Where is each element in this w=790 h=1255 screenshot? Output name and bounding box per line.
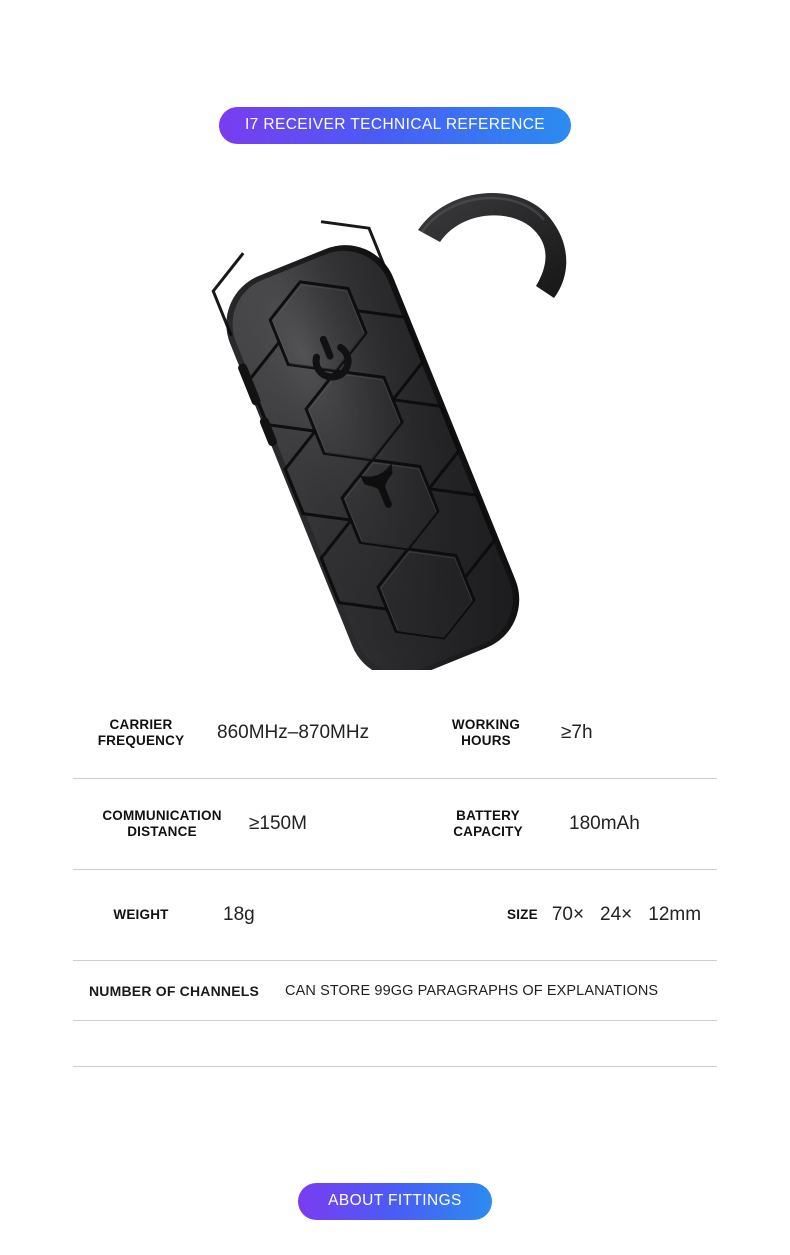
spec-label: WEIGHT bbox=[113, 907, 169, 923]
spec-cell-carrier-frequency bbox=[73, 717, 395, 748]
i7-receiver-device-photo bbox=[150, 170, 620, 670]
spec-label: COMMUNICATION DISTANCE bbox=[102, 808, 222, 839]
spec-cell-size bbox=[395, 904, 717, 926]
spec-cell-communication-distance bbox=[73, 808, 395, 839]
spec-value-number-of-channels: CAN STORE 99GG PARAGRAPHS OF EXPLANATIONS bbox=[285, 982, 659, 999]
table-row bbox=[73, 870, 717, 961]
lanyard-loop-icon bbox=[418, 193, 566, 298]
table-row bbox=[73, 688, 717, 779]
spec-value: 860MHz–870MHz bbox=[217, 722, 370, 743]
spec-table bbox=[73, 688, 717, 1067]
spec-value-depth: 24× bbox=[600, 904, 633, 925]
about-fittings-button[interactable]: ABOUT FITTINGS bbox=[298, 1183, 492, 1220]
spec-value: ≥7h bbox=[561, 722, 593, 743]
spec-label: WORKING HOURS bbox=[451, 717, 521, 748]
table-row bbox=[73, 779, 717, 870]
spec-value: ≥150M bbox=[249, 813, 307, 834]
table-row-channels bbox=[73, 961, 717, 1021]
spec-value: 18g bbox=[223, 904, 255, 925]
spec-label-number-of-channels: NUMBER OF CHANNELS bbox=[89, 982, 260, 999]
product-image-container bbox=[0, 170, 790, 675]
spec-label: SIZE bbox=[507, 907, 538, 923]
spec-cell-battery-capacity bbox=[395, 808, 717, 839]
footer bbox=[0, 1183, 790, 1220]
spec-value: 180mAh bbox=[569, 813, 640, 834]
spec-cell-working-hours bbox=[395, 717, 717, 748]
header bbox=[0, 107, 790, 144]
spec-cell-weight bbox=[73, 904, 395, 926]
table-row-spacer bbox=[73, 1021, 717, 1067]
spec-value-width: 70× bbox=[551, 904, 585, 925]
page-title: I7 RECEIVER TECHNICAL REFERENCE bbox=[219, 107, 571, 144]
spec-label: BATTERY CAPACITY bbox=[453, 808, 523, 839]
spec-value-height: 12mm bbox=[648, 904, 702, 925]
spec-label: CARRIER FREQUENCY bbox=[97, 717, 185, 748]
